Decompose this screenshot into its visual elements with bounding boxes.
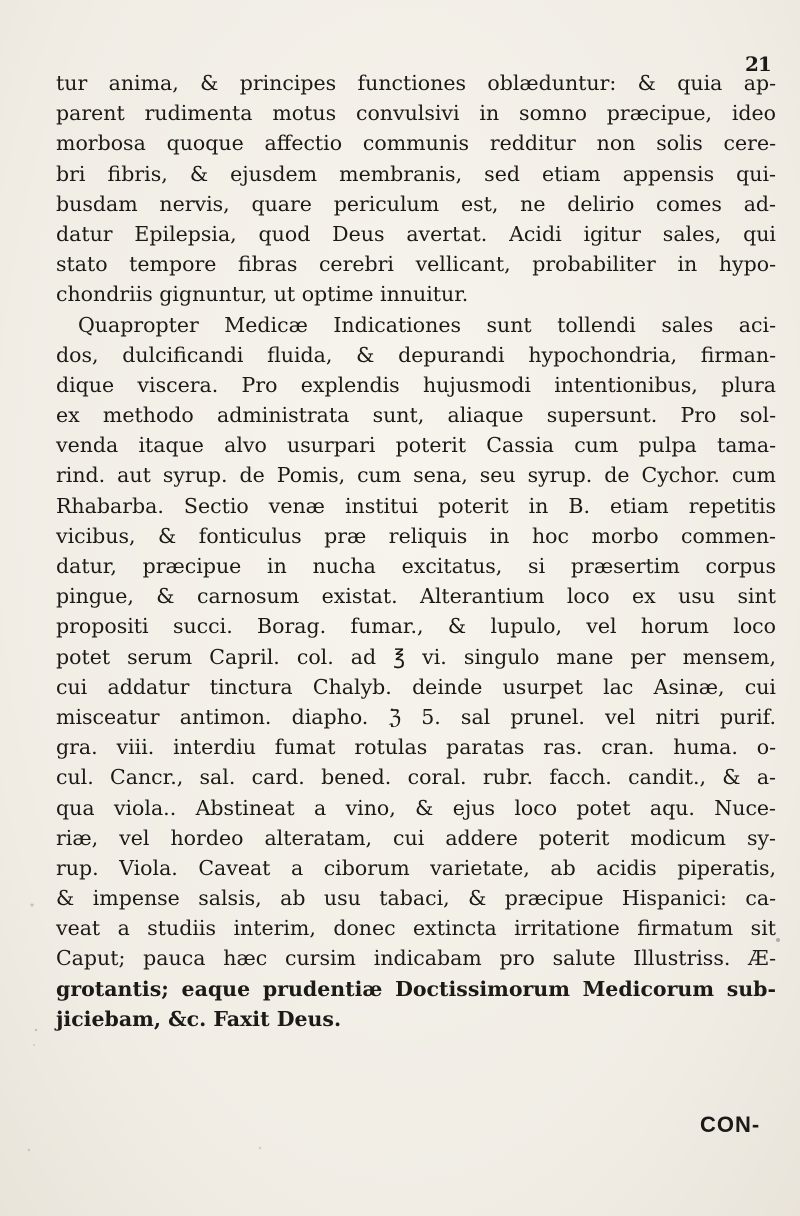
text-line: datur Epilepsia, quod Deus avertat. Acidi igitur sales, qui: [56, 221, 776, 246]
text-line: dique viscera. Pro explendis hujusmodi intentionibus, plura: [56, 372, 776, 397]
text-line: parent rudimenta motus convulsivi in somno præcipue, ideo: [56, 101, 776, 126]
text-line: misceatur antimon. diapho. ℨ 5. sal prunel. vel nitri purif.: [56, 704, 776, 729]
text-line: cui addatur tinctura Chalyb. deinde usurpet lac Asinæ, cui: [56, 674, 776, 699]
text-line: propositi succi. Borag. fumar., & lupulo, vel horum loco: [56, 614, 776, 639]
page-number: 21: [745, 52, 771, 76]
text-line: datur, præcipue in nucha excitatus, si præsertim corpus: [56, 554, 776, 578]
text-line: jiciebam, &c. Faxit Deus.: [56, 1006, 342, 1031]
text-line: qua viola.. Abstineat a vino, & ejus loco potet aqu. Nuce-: [56, 795, 776, 820]
text-line: bri fibris, & ejusdem membranis, sed etiam appensis qui-: [56, 161, 776, 186]
text-line: riæ, vel hordeo alteratam, cui addere poterit modicum sy-: [56, 825, 776, 850]
text-line: vicibus, & fonticulus præ reliquis in hoc morbo commen-: [56, 523, 776, 548]
text-line: busdam nervis, quare periculum est, ne delirio comes ad-: [56, 191, 776, 216]
text-line: Rhabarba. Sectio venæ institui poterit in B. etiam repetitis: [56, 493, 776, 518]
text-line: gra. viii. interdiu fumat rotulas paratas ras. cran. huma. o-: [56, 735, 776, 760]
text-line: chondriis gignuntur, ut optime innuitur.: [56, 282, 469, 307]
text-line: morbosa quoque affectio communis redditur non solis cere-: [56, 131, 776, 156]
text-line: venda itaque alvo usurpari poterit Cassia cum pulpa tama-: [56, 433, 776, 458]
text-line: Quapropter Medicæ Indicationes sunt tollendi sales aci-: [78, 312, 776, 337]
text-line: tur anima, & principes functiones oblæduntur: & quia ap-: [56, 71, 776, 95]
text-line: stato tempore fibras cerebri vellicant, probabiliter in hypo-: [56, 252, 776, 277]
text-line: pingue, & carnosum existat. Alterantium loco ex usu sint: [56, 584, 776, 609]
text-line: potet serum Capril. col. ad ℥ vi. singulo mane per mensem,: [56, 644, 776, 669]
text-line: rup. Viola. Caveat a ciborum varietate, ab acidis piperatis,: [56, 855, 776, 880]
text-line: dos, dulcificandi fluida, & depurandi hypochondria, firman-: [56, 342, 776, 367]
catchword: CON-: [700, 1112, 761, 1137]
text-line: grotantis; eaque prudentiæ Doctissimorum Medicorum sub-: [56, 976, 776, 1001]
text-line: cul. Cancr., sal. card. bened. coral. rubr. facch. candit., & a-: [56, 765, 776, 790]
text-line: Caput; pauca hæc cursim indicabam pro salute Illustriss. Æ-: [56, 946, 776, 971]
text-line: ex methodo administrata sunt, aliaque supersunt. Pro sol-: [56, 403, 776, 428]
text-line: & impense salsis, ab usu tabaci, & præcipue Hispanici: ca-: [56, 886, 776, 911]
body-text: [56, 68, 776, 1034]
text-line: rind. aut syrup. de Pomis, cum sena, seu syrup. de Cychor. cum: [56, 463, 776, 488]
text-line: veat a studiis interim, donec extincta irritatione firmatum sit: [56, 916, 776, 941]
